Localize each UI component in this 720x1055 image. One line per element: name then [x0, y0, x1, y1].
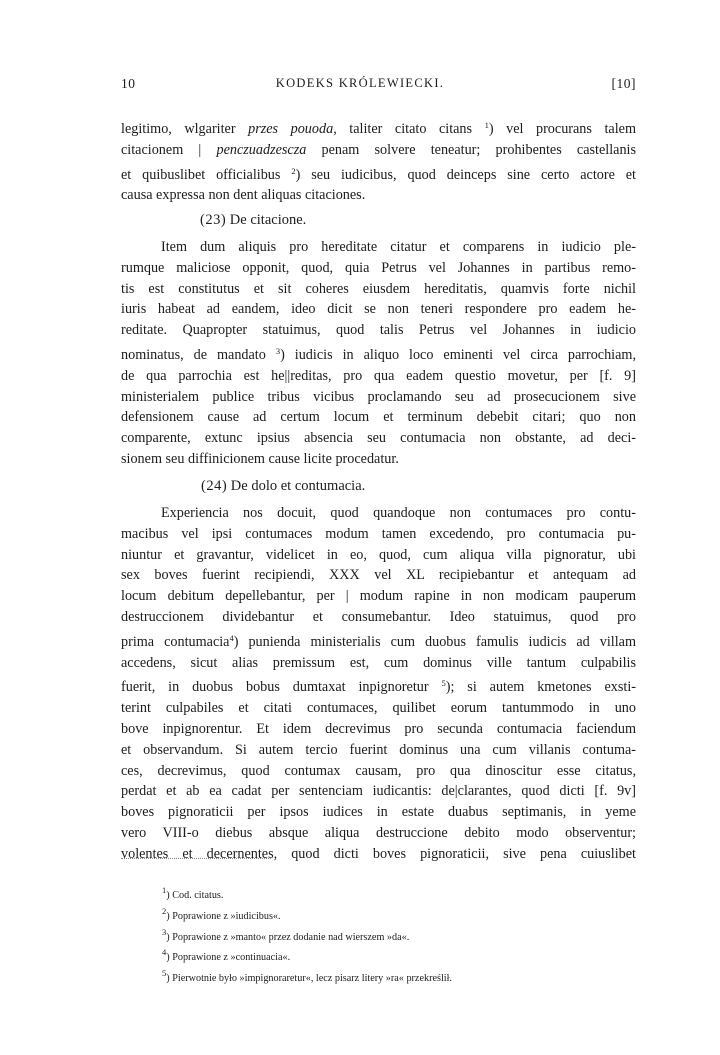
text-run: ) iudicis in aliquo loco eminenti vel circa parrochiam, — [280, 346, 636, 363]
footnotes — [162, 883, 622, 987]
text-run: Experiencia nos docuit, quod quandoque non contumaces pro contu- — [161, 505, 636, 521]
footnote-number: 1 — [162, 885, 167, 895]
section-24-heading — [201, 478, 365, 495]
section-24-title: De dolo et contumacia. — [230, 478, 366, 494]
text-line — [121, 719, 636, 740]
text-run: ) vel procurans talem — [488, 121, 636, 137]
text-line — [121, 387, 636, 408]
text-run: nominatus, de mandato — [121, 346, 276, 363]
footnote-number: 2 — [162, 905, 167, 916]
text-run: penam solvere teneatur; prohibentes castellanis — [306, 141, 637, 158]
text-line — [121, 185, 636, 206]
text-run: ces, decrevimus, quod contumax causam, pro qua dinoscitur esse citatus, — [121, 762, 636, 779]
text-run: niuntur et gravantur, videlicet in eo, quod, cum aliqua villa pignoratur, ubi — [121, 546, 636, 563]
footnote-text: Cod. citatus. — [172, 890, 224, 901]
text-line — [121, 673, 636, 698]
text-line — [121, 607, 636, 628]
text-line — [121, 258, 636, 279]
running-title: KODEKS KRÓLEWIECKI. — [275, 76, 445, 90]
text-line — [121, 140, 636, 161]
text-line — [121, 740, 636, 761]
text-line — [121, 545, 636, 566]
text-run: comparente, extunc ipsius absencia seu contumacia non obstante, ad deci- — [121, 430, 636, 447]
text-run: sionem seu diffinicionem cause licite procedatur. — [121, 450, 399, 467]
footnote-marker: 1 — [484, 120, 489, 130]
text-line — [121, 341, 636, 366]
text-run: ministerialem publice tribus vicibus proclamando seu ad prosecucionem sive — [121, 388, 636, 405]
text-run: volentes et decernentes, quod dicti boves pignoraticii, sive pena cuiuslibet — [121, 845, 636, 862]
text-line — [121, 844, 636, 865]
text-run: sex boves fuerint recipiendi, XXX vel XL recipiebantur et antequam ad — [121, 567, 636, 584]
section-23-heading — [200, 212, 306, 229]
section-24-number: (24) — [201, 478, 228, 494]
text-run: destruccionem dividebantur et consumebantur. Ideo statuimus, quod pro — [121, 608, 636, 625]
section-23-paragraph — [121, 237, 636, 470]
footnote-text: Poprawione z »iudicibus«. — [172, 910, 281, 922]
text-run: boves pignoraticii per ipsos iudices in estate duabus septimanis, in yeme — [121, 804, 636, 821]
footnote-number: 5 — [162, 968, 167, 979]
text-line — [121, 320, 636, 341]
text-run: et observandum. Si autem tercio fuerint dominus una cum villanis contuma- — [121, 741, 636, 758]
section-23-title: De citacione. — [229, 212, 307, 228]
section-23-number: (23) — [200, 212, 227, 228]
footnote: $^1$) Cod. citatus. — [162, 885, 224, 901]
text-run: defensionem cause ad certum locum et terminum debebit citari; quo non — [121, 409, 636, 426]
text-run: accedens, sicut alias premissum est, cum dominus ville tantum culpabilis — [121, 654, 636, 671]
folio-reference: [10] — [611, 76, 636, 91]
text-run: citacionem | — [121, 141, 217, 158]
text-run: legitimo, wlgariter — [121, 121, 249, 137]
text-line — [121, 366, 636, 387]
footnote-number: 4 — [162, 947, 167, 958]
text-run: , taliter citato citans — [333, 121, 485, 137]
text-line — [121, 802, 636, 823]
text-line — [121, 698, 636, 719]
text-line — [121, 524, 636, 545]
footnote-text: Poprawione z »continuacia«. — [172, 952, 291, 964]
footnote-marker: 5 — [441, 678, 446, 689]
text-line — [121, 628, 636, 653]
text-run: fuerit, in duobus bobus dumtaxat inpignoretur — [121, 679, 442, 696]
text-line — [121, 781, 636, 802]
text-line — [121, 407, 636, 428]
text-run: vero VIII-o diebus absque aliqua destruccione debito modo observentur; — [121, 824, 636, 841]
footnote-text: Pierwotnie było »impignoraretur«, lecz pisarz litery »ra« przekreślił. — [172, 973, 452, 985]
text-line — [121, 823, 636, 844]
text-run: locum debitum depellebantur, per | modum rapine in non modicam pauperum — [121, 588, 636, 605]
text-line — [121, 115, 636, 140]
text-run: causa expressa non dent aliquas citaciones. — [121, 187, 366, 204]
text-run: Item dum aliquis pro hereditate citatur et comparens in iudicio ple- — [161, 239, 636, 255]
text-line — [121, 449, 636, 470]
text-run: macibus vel ipsi contumaces modum tamen excedendo, pro contumacia pu- — [121, 525, 636, 542]
text-run: tis est constitutus et sit coheres eiusdem hereditatis, quamvis forte nichil — [121, 280, 636, 297]
intro-paragraph — [121, 115, 636, 206]
text-run: rumque maliciose opponit, quod, quia Petrus vel Johannes in partibus remo- — [121, 259, 636, 276]
text-run: iuris habeat ad eandem, ideo dicit se non teneri respondere pro eadem he- — [121, 301, 636, 318]
text-line — [121, 428, 636, 449]
footnote-marker: 3 — [275, 345, 281, 356]
footnote: $^4$) Poprawione z »continuacia«. — [162, 947, 291, 964]
text-line — [121, 161, 636, 186]
footnote: $^2$) Poprawione z »iudicibus«. — [162, 905, 281, 922]
text-run: bove inpignorentur. Et idem decrevimus pro secunda contumacia faciendum — [121, 720, 636, 737]
text-run: prima contumacia — [121, 633, 230, 650]
footnote-number: 3 — [162, 926, 167, 937]
text-line — [121, 237, 636, 258]
text-run: et quibuslibet officialibus — [121, 166, 292, 183]
footnote-marker: 2 — [291, 165, 296, 176]
footnote-text: Poprawione z »manto« przez dodanie nad wierszem »da«. — [172, 931, 410, 943]
footnote: $^3$) Poprawione z »manto« przez dodanie nad wierszem »da«. — [162, 926, 410, 943]
text-run: ) punienda ministerialis cum duobus famulis iudicis ad villam — [233, 633, 636, 650]
text-line — [121, 565, 636, 586]
text-run: perdat et ab ea cadat per sentenciam iudicantis: de|clarantes, quod dicti [f. 9v] — [121, 783, 636, 800]
page-number: 10 — [121, 76, 136, 91]
polish-gloss: penczuadzescza — [216, 141, 307, 158]
text-run: reditate. Quapropter statuimus, quod talis Petrus vel Johannes in iudicio — [121, 322, 636, 339]
text-line — [121, 503, 636, 524]
text-line — [121, 279, 636, 300]
section-24-paragraph — [121, 503, 636, 865]
text-run: ) seu iudicibus, quod deinceps sine certo actore et — [295, 166, 637, 183]
text-line — [121, 586, 636, 607]
footnote-separator — [121, 858, 271, 859]
footnote: $^5$) Pierwotnie było »impignoraretur«, lecz pisarz litery »ra« przekreślił. — [162, 968, 452, 985]
text-line — [121, 761, 636, 782]
text-line — [121, 299, 636, 320]
text-line — [121, 653, 636, 674]
footnote-marker: 4 — [229, 632, 234, 643]
text-run: de qua parrochia est he||reditas, pro qua eadem questio movetur, per [f. 9] — [121, 367, 636, 384]
text-run: ); si autem kmetones exsti- — [445, 679, 636, 696]
polish-gloss: przes pouoda — [248, 121, 334, 137]
text-run: terint culpabiles et citati contumaces, quilibet eorum tantummodo in uno — [121, 700, 636, 717]
